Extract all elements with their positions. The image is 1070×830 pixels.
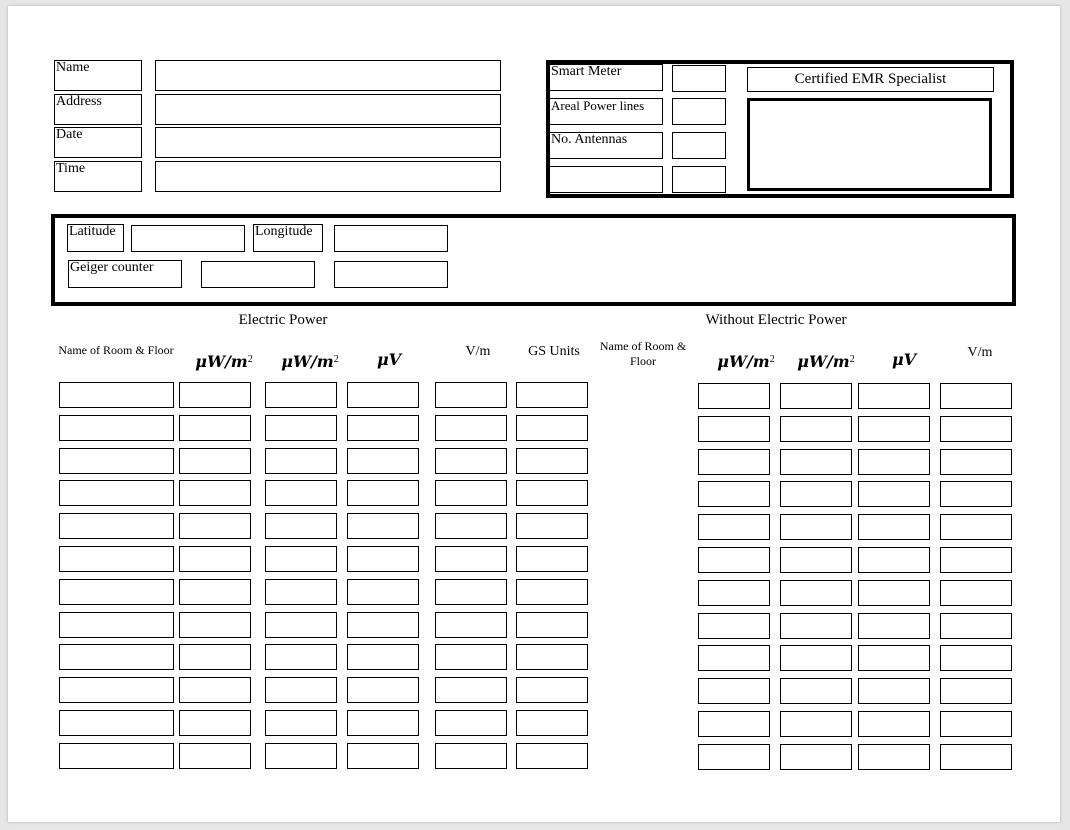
ep-cell-r11-c5[interactable]: [516, 743, 588, 769]
wp-cell-r7-c1[interactable]: [780, 613, 852, 639]
wp-cell-r7-c2[interactable]: [858, 613, 930, 639]
ep-cell-r6-c4[interactable]: [435, 579, 507, 605]
no-antennas-field[interactable]: [672, 132, 726, 159]
ep-column-header-3: [351, 352, 427, 369]
address-label: Address: [54, 94, 142, 125]
ep-cell-r3-c3[interactable]: [347, 480, 419, 506]
wp-cell-r4-c0[interactable]: [698, 514, 770, 540]
wp-cell-r2-c0[interactable]: [698, 449, 770, 475]
smart-meter-field[interactable]: [672, 65, 726, 92]
wp-cell-r0-c0[interactable]: [698, 383, 770, 409]
ep-cell-r10-c2[interactable]: [265, 710, 337, 736]
ep-cell-r3-c2[interactable]: [265, 480, 337, 506]
ep-cell-r8-c1[interactable]: [179, 644, 251, 670]
ep-column-header-0: [49, 343, 183, 358]
ep-cell-r10-c1[interactable]: [179, 710, 251, 736]
ep-cell-r9-c4[interactable]: [435, 677, 507, 703]
wp-cell-r4-c1[interactable]: [780, 514, 852, 540]
ep-cell-r1-c4[interactable]: [435, 415, 507, 441]
ep-cell-r0-c1[interactable]: [179, 382, 251, 408]
ep-cell-r3-c4[interactable]: [435, 480, 507, 506]
wp-cell-r10-c0[interactable]: [698, 711, 770, 737]
geiger-counter-field-2[interactable]: [334, 261, 448, 288]
ep-cell-r11-c3[interactable]: [347, 743, 419, 769]
ep-cell-r10-c4[interactable]: [435, 710, 507, 736]
ep-cell-r9-c3[interactable]: [347, 677, 419, 703]
wp-cell-r6-c1[interactable]: [780, 580, 852, 606]
areal-power-lines-label: Areal Power lines: [549, 98, 663, 125]
latitude-field[interactable]: [131, 225, 245, 252]
extra-meter-field[interactable]: [672, 166, 726, 193]
wp-cell-r0-c2[interactable]: [858, 383, 930, 409]
ep-cell-r11-c2[interactable]: [265, 743, 337, 769]
smart-meter-label: Smart Meter: [549, 64, 663, 91]
ep-cell-r7-c5[interactable]: [516, 612, 588, 638]
ep-column-header-sup-1: 2: [247, 354, 253, 365]
wp-cell-r11-c2[interactable]: [858, 744, 930, 770]
wp-column-header-sup-2: 2: [849, 354, 855, 365]
ep-cell-r2-c0[interactable]: [59, 448, 174, 474]
wp-cell-r8-c2[interactable]: [858, 645, 930, 671]
ep-cell-r7-c1[interactable]: [179, 612, 251, 638]
ep-cell-r4-c5[interactable]: [516, 513, 588, 539]
ep-cell-r0-c2[interactable]: [265, 382, 337, 408]
no-antennas-label: No. Antennas: [549, 132, 663, 159]
address-field[interactable]: [155, 94, 501, 125]
ep-cell-r5-c5[interactable]: [516, 546, 588, 572]
ep-column-header-text-3: μV: [376, 350, 402, 369]
wp-cell-r10-c3[interactable]: [940, 711, 1012, 737]
date-label: Date: [54, 127, 142, 158]
wp-cell-r2-c2[interactable]: [858, 449, 930, 475]
extra-meter-label-field[interactable]: [549, 166, 663, 193]
ep-cell-r0-c0[interactable]: [59, 382, 174, 408]
form-page: [8, 6, 1060, 822]
wp-cell-r1-c3[interactable]: [940, 416, 1012, 442]
ep-column-header-text-5: GS Units: [528, 344, 580, 359]
ep-cell-r7-c2[interactable]: [265, 612, 337, 638]
wp-cell-r2-c1[interactable]: [780, 449, 852, 475]
ep-cell-r10-c5[interactable]: [516, 710, 588, 736]
ep-column-header-text-0: Name of Room & Floor: [58, 343, 174, 357]
ep-cell-r1-c5[interactable]: [516, 415, 588, 441]
ep-cell-r5-c2[interactable]: [265, 546, 337, 572]
ep-cell-r8-c3[interactable]: [347, 644, 419, 670]
wp-cell-r1-c1[interactable]: [780, 416, 852, 442]
ep-column-header-text-4: V/m: [465, 344, 491, 359]
ep-cell-r11-c1[interactable]: [179, 743, 251, 769]
geiger-counter-field[interactable]: [201, 261, 315, 288]
ep-cell-r9-c2[interactable]: [265, 677, 337, 703]
wp-cell-r8-c0[interactable]: [698, 645, 770, 671]
ep-column-header-5: [516, 344, 592, 359]
wp-cell-r3-c1[interactable]: [780, 481, 852, 507]
wp-cell-r6-c2[interactable]: [858, 580, 930, 606]
ep-cell-r1-c1[interactable]: [179, 415, 251, 441]
ep-cell-r7-c3[interactable]: [347, 612, 419, 638]
wp-cell-r11-c1[interactable]: [780, 744, 852, 770]
ep-cell-r4-c0[interactable]: [59, 513, 174, 539]
ep-cell-r1-c0[interactable]: [59, 415, 174, 441]
longitude-label: Longitude: [253, 224, 323, 252]
ep-column-header-sup-2: 2: [333, 354, 339, 365]
ep-column-header-1: [186, 352, 262, 371]
wp-column-header-text-0: Name of Room & Floor: [599, 339, 687, 368]
wp-cell-r9-c1[interactable]: [780, 678, 852, 704]
ep-column-header-text-1: μW/m: [195, 352, 248, 371]
wp-cell-r5-c2[interactable]: [858, 547, 930, 573]
longitude-field[interactable]: [334, 225, 448, 252]
ep-cell-r7-c4[interactable]: [435, 612, 507, 638]
latitude-label: Latitude: [67, 224, 124, 252]
ep-cell-r11-c0[interactable]: [59, 743, 174, 769]
ep-cell-r6-c0[interactable]: [59, 579, 174, 605]
ep-cell-r2-c4[interactable]: [435, 448, 507, 474]
ep-cell-r2-c2[interactable]: [265, 448, 337, 474]
wp-cell-r8-c1[interactable]: [780, 645, 852, 671]
time-field[interactable]: [155, 161, 501, 192]
wp-cell-r9-c2[interactable]: [858, 678, 930, 704]
ep-cell-r8-c2[interactable]: [265, 644, 337, 670]
ep-cell-r7-c0[interactable]: [59, 612, 174, 638]
wp-column-header-sup-1: 2: [769, 354, 775, 365]
wp-cell-r10-c1[interactable]: [780, 711, 852, 737]
specialist-signature-box[interactable]: [747, 98, 992, 191]
wp-cell-r5-c3[interactable]: [940, 547, 1012, 573]
name-field[interactable]: [155, 60, 501, 91]
wp-cell-r3-c2[interactable]: [858, 481, 930, 507]
ep-cell-r4-c1[interactable]: [179, 513, 251, 539]
wp-cell-r9-c3[interactable]: [940, 678, 1012, 704]
wp-column-header-text-1: μW/m: [717, 352, 770, 371]
ep-cell-r2-c5[interactable]: [516, 448, 588, 474]
ep-cell-r6-c2[interactable]: [265, 579, 337, 605]
wp-cell-r10-c2[interactable]: [858, 711, 930, 737]
geiger-counter-label: Geiger counter: [68, 260, 182, 288]
ep-cell-r4-c3[interactable]: [347, 513, 419, 539]
ep-cell-r3-c1[interactable]: [179, 480, 251, 506]
wp-cell-r7-c0[interactable]: [698, 613, 770, 639]
ep-cell-r8-c5[interactable]: [516, 644, 588, 670]
ep-cell-r9-c5[interactable]: [516, 677, 588, 703]
wp-column-header-1: [708, 352, 784, 371]
ep-cell-r5-c4[interactable]: [435, 546, 507, 572]
ep-cell-r4-c4[interactable]: [435, 513, 507, 539]
wp-cell-r0-c3[interactable]: [940, 383, 1012, 409]
ep-cell-r1-c3[interactable]: [347, 415, 419, 441]
ep-cell-r10-c3[interactable]: [347, 710, 419, 736]
ep-cell-r2-c1[interactable]: [179, 448, 251, 474]
ep-cell-r9-c1[interactable]: [179, 677, 251, 703]
ep-cell-r6-c1[interactable]: [179, 579, 251, 605]
without-electric-power-title: Without Electric Power: [705, 312, 847, 328]
wp-cell-r4-c3[interactable]: [940, 514, 1012, 540]
ep-cell-r5-c1[interactable]: [179, 546, 251, 572]
wp-cell-r0-c1[interactable]: [780, 383, 852, 409]
wp-cell-r7-c3[interactable]: [940, 613, 1012, 639]
wp-cell-r1-c0[interactable]: [698, 416, 770, 442]
ep-cell-r5-c3[interactable]: [347, 546, 419, 572]
wp-cell-r1-c2[interactable]: [858, 416, 930, 442]
wp-column-header-text-4: V/m: [967, 345, 993, 360]
name-label: Name: [54, 60, 142, 91]
date-field[interactable]: [155, 127, 501, 158]
ep-cell-r0-c3[interactable]: [347, 382, 419, 408]
wp-column-header-text-3: μV: [891, 350, 917, 369]
ep-cell-r0-c4[interactable]: [435, 382, 507, 408]
ep-cell-r3-c5[interactable]: [516, 480, 588, 506]
wp-column-header-text-2: μW/m: [797, 352, 850, 371]
ep-cell-r6-c5[interactable]: [516, 579, 588, 605]
wp-cell-r11-c3[interactable]: [940, 744, 1012, 770]
time-label: Time: [54, 161, 142, 192]
ep-column-header-text-2: μW/m: [281, 352, 334, 371]
wp-cell-r3-c3[interactable]: [940, 481, 1012, 507]
wp-cell-r4-c2[interactable]: [858, 514, 930, 540]
wp-cell-r6-c3[interactable]: [940, 580, 1012, 606]
wp-cell-r11-c0[interactable]: [698, 744, 770, 770]
ep-cell-r11-c4[interactable]: [435, 743, 507, 769]
wp-cell-r6-c0[interactable]: [698, 580, 770, 606]
ep-cell-r3-c0[interactable]: [59, 480, 174, 506]
ep-cell-r8-c0[interactable]: [59, 644, 174, 670]
ep-cell-r2-c3[interactable]: [347, 448, 419, 474]
ep-cell-r6-c3[interactable]: [347, 579, 419, 605]
wp-cell-r5-c1[interactable]: [780, 547, 852, 573]
electric-power-title: Electric Power: [238, 312, 328, 328]
ep-cell-r5-c0[interactable]: [59, 546, 174, 572]
ep-cell-r10-c0[interactable]: [59, 710, 174, 736]
wp-cell-r5-c0[interactable]: [698, 547, 770, 573]
ep-cell-r8-c4[interactable]: [435, 644, 507, 670]
wp-cell-r9-c0[interactable]: [698, 678, 770, 704]
wp-cell-r3-c0[interactable]: [698, 481, 770, 507]
ep-cell-r0-c5[interactable]: [516, 382, 588, 408]
ep-cell-r1-c2[interactable]: [265, 415, 337, 441]
ep-cell-r9-c0[interactable]: [59, 677, 174, 703]
ep-column-header-4: [440, 344, 516, 359]
wp-column-header-3: [866, 352, 942, 369]
ep-cell-r4-c2[interactable]: [265, 513, 337, 539]
ep-column-header-2: [272, 352, 348, 371]
wp-cell-r2-c3[interactable]: [940, 449, 1012, 475]
certified-emr-specialist-label: Certified EMR Specialist: [747, 67, 994, 92]
wp-column-header-0: [593, 339, 693, 369]
wp-column-header-4: [942, 345, 1018, 360]
wp-column-header-2: [788, 352, 864, 371]
wp-cell-r8-c3[interactable]: [940, 645, 1012, 671]
areal-power-lines-field[interactable]: [672, 98, 726, 125]
